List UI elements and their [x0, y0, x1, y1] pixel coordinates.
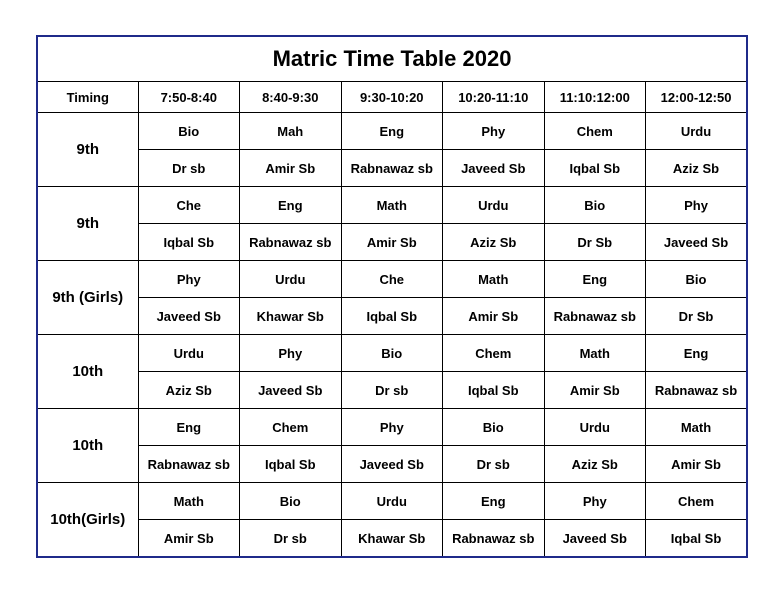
subject-cell: Eng	[240, 187, 342, 224]
header-slot: 8:40-9:30	[240, 82, 342, 113]
subject-cell: Phy	[240, 335, 342, 372]
subject-cell: Math	[443, 261, 545, 298]
teacher-cell: Khawar Sb	[341, 520, 443, 558]
teacher-cell: Javeed Sb	[240, 372, 342, 409]
subject-cell: Bio	[646, 261, 748, 298]
subject-cell: Math	[646, 409, 748, 446]
subject-row	[37, 187, 747, 224]
subject-cell: Bio	[138, 113, 240, 150]
header-timing: Timing	[37, 82, 138, 113]
teacher-row	[37, 150, 747, 187]
subject-cell: Eng	[544, 261, 646, 298]
subject-cell: Eng	[341, 113, 443, 150]
teacher-cell: Javeed Sb	[138, 298, 240, 335]
timetable	[36, 35, 748, 558]
class-name-cell: 9th	[37, 113, 138, 187]
teacher-cell: Iqbal Sb	[138, 224, 240, 261]
subject-cell: Bio	[240, 483, 342, 520]
subject-row	[37, 113, 747, 150]
teacher-cell: Dr sb	[240, 520, 342, 558]
teacher-cell: Javeed Sb	[443, 150, 545, 187]
class-name-cell: 10th	[37, 409, 138, 483]
teacher-cell: Amir Sb	[341, 224, 443, 261]
subject-cell: Math	[544, 335, 646, 372]
teacher-row	[37, 520, 747, 558]
header-slot: 9:30-10:20	[341, 82, 443, 113]
subject-row	[37, 335, 747, 372]
teacher-cell: Aziz Sb	[544, 446, 646, 483]
subject-cell: Phy	[646, 187, 748, 224]
title-row	[37, 36, 747, 82]
subject-row	[37, 409, 747, 446]
teacher-row	[37, 372, 747, 409]
subject-cell: Urdu	[138, 335, 240, 372]
class-name-cell: 10th(Girls)	[37, 483, 138, 558]
class-name-cell: 10th	[37, 335, 138, 409]
header-slot: 12:00-12:50	[646, 82, 748, 113]
subject-row	[37, 261, 747, 298]
teacher-cell: Amir Sb	[646, 446, 748, 483]
teacher-cell: Dr sb	[443, 446, 545, 483]
table-title: Matric Time Table 2020	[37, 36, 747, 82]
subject-cell: Chem	[240, 409, 342, 446]
teacher-cell: Javeed Sb	[544, 520, 646, 558]
subject-cell: Bio	[443, 409, 545, 446]
teacher-cell: Rabnawaz sb	[544, 298, 646, 335]
teacher-cell: Rabnawaz sb	[138, 446, 240, 483]
subject-cell: Urdu	[544, 409, 646, 446]
subject-cell: Urdu	[240, 261, 342, 298]
teacher-row	[37, 298, 747, 335]
teacher-cell: Amir Sb	[443, 298, 545, 335]
teacher-cell: Iqbal Sb	[240, 446, 342, 483]
teacher-cell: Amir Sb	[544, 372, 646, 409]
subject-cell: Bio	[544, 187, 646, 224]
subject-cell: Eng	[443, 483, 545, 520]
subject-cell: Phy	[341, 409, 443, 446]
subject-cell: Che	[138, 187, 240, 224]
subject-cell: Che	[341, 261, 443, 298]
subject-cell: Phy	[544, 483, 646, 520]
teacher-cell: Aziz Sb	[646, 150, 748, 187]
subject-cell: Chem	[544, 113, 646, 150]
teacher-cell: Dr Sb	[646, 298, 748, 335]
teacher-cell: Dr sb	[138, 150, 240, 187]
teacher-cell: Rabnawaz sb	[443, 520, 545, 558]
teacher-row	[37, 224, 747, 261]
teacher-cell: Rabnawaz sb	[240, 224, 342, 261]
teacher-cell: Javeed Sb	[646, 224, 748, 261]
header-slot: 10:20-11:10	[443, 82, 545, 113]
teacher-cell: Dr Sb	[544, 224, 646, 261]
teacher-row	[37, 446, 747, 483]
teacher-cell: Dr sb	[341, 372, 443, 409]
header-slot: 7:50-8:40	[138, 82, 240, 113]
subject-cell: Chem	[443, 335, 545, 372]
teacher-cell: Amir Sb	[240, 150, 342, 187]
header-row	[37, 82, 747, 113]
teacher-cell: Rabnawaz sb	[646, 372, 748, 409]
teacher-cell: Iqbal Sb	[341, 298, 443, 335]
subject-cell: Urdu	[646, 113, 748, 150]
teacher-cell: Rabnawaz sb	[341, 150, 443, 187]
teacher-cell: Iqbal Sb	[443, 372, 545, 409]
subject-cell: Urdu	[341, 483, 443, 520]
subject-cell: Urdu	[443, 187, 545, 224]
subject-row	[37, 483, 747, 520]
class-name-cell: 9th (Girls)	[37, 261, 138, 335]
subject-cell: Bio	[341, 335, 443, 372]
teacher-cell: Khawar Sb	[240, 298, 342, 335]
subject-cell: Math	[341, 187, 443, 224]
teacher-cell: Iqbal Sb	[544, 150, 646, 187]
subject-cell: Chem	[646, 483, 748, 520]
header-slot: 11:10:12:00	[544, 82, 646, 113]
subject-cell: Mah	[240, 113, 342, 150]
teacher-cell: Javeed Sb	[341, 446, 443, 483]
class-name-cell: 9th	[37, 187, 138, 261]
subject-cell: Phy	[138, 261, 240, 298]
teacher-cell: Iqbal Sb	[646, 520, 748, 558]
subject-cell: Math	[138, 483, 240, 520]
subject-cell: Eng	[138, 409, 240, 446]
teacher-cell: Aziz Sb	[138, 372, 240, 409]
subject-cell: Eng	[646, 335, 748, 372]
teacher-cell: Amir Sb	[138, 520, 240, 558]
teacher-cell: Aziz Sb	[443, 224, 545, 261]
subject-cell: Phy	[443, 113, 545, 150]
